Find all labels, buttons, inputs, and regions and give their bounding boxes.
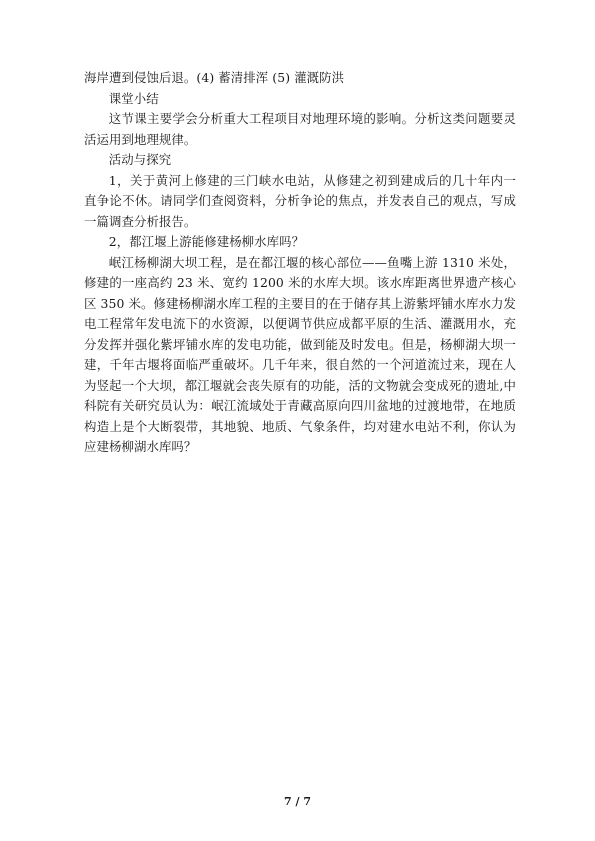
- heading-activity: 活动与探究: [108, 152, 172, 167]
- heading-class-summary: 课堂小结: [108, 90, 159, 106]
- paragraph-activity-2-body: 岷江杨柳湖大坝工程，是在都江堰的核心部位——鱼嘴上游 1310 米处，修建的一座高约 23 米、宽约 1200 米的水库大坝。该水库距离世界遗产核心区 350 米。修建杨柳湖水库工程的主要目的在于储存其上游紫坪铺水库水力发电工程常年发电流下的水资源，以便调节供应成都平原的生活、灌溉用水，充分发挥并强化紫坪铺水库的发电功能，做到能及时发电。但是，杨柳湖大坝一建，千年古堰将面临严重破坏。几千年来，很自然的一个河道流过来，现在人为竖起一个大坝，都江堰就会丧失原有的功能，活的文物就会变成死的遗址,中科院有关研究员认为：岷江流域处于青藏高原向四川盆地的过渡地带，在地质构造上是个大断裂带，其地貌、地质、气象条件，均对建水电站不利，你认为应建杨柳湖水库吗？: [84, 254, 516, 454]
- paragraph-continuation: 海岸遭到侵蚀后退。(4) 蓄清排浑 (5) 灌溉防洪: [84, 70, 345, 85]
- document-body: [84, 68, 516, 458]
- page-number: 7 / 7: [284, 795, 311, 808]
- paragraph-summary: 这节课主要学会分析重大工程项目对地理环境的影响。分析这类问题要灵活运用到地理规律。: [84, 111, 516, 147]
- paragraph-activity-1: 1，关于黄河上修建的三门峡水电站，从修建之初到建成后的几十年内一直争论不休。请同学们查阅资料，分析争论的焦点，并发表自己的观点，写成一篇调查分析报告。: [84, 172, 516, 229]
- paragraph-activity-2-title: 2，都江堰上游能修建杨柳水库吗？: [108, 234, 305, 249]
